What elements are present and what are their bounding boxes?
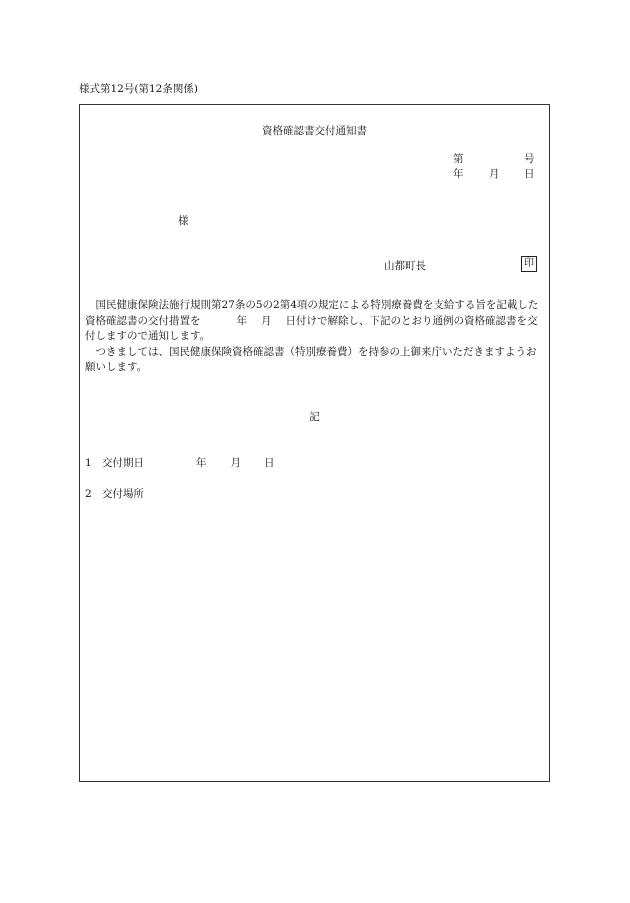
- number-suffix: 号: [524, 153, 535, 165]
- list-item: 1 交付期日 年 月 日: [85, 457, 275, 469]
- issue-date-year: 年: [453, 168, 464, 180]
- ki-heading: 記: [309, 411, 320, 423]
- form-number: 様式第12号(第12条関係): [79, 83, 198, 95]
- seal-mark: 印: [521, 256, 537, 272]
- list-item: 2 交付場所: [85, 488, 144, 500]
- issue-date-month: 月: [489, 168, 500, 180]
- issue-date-day: 日: [524, 168, 535, 180]
- notice-body: [85, 298, 544, 376]
- document-title: 資格確認書交付通知書: [262, 125, 367, 137]
- paragraph-1: 国民健康保険法施行規則第27条の5の2第4項の規定による特別療養費を支給する旨を記載した資格確認書の交付措置を 年 月 日付けで解除し、下記のとおり通例の資格確認書を交付しますので通知します。: [85, 299, 539, 342]
- notice-frame: [79, 104, 550, 782]
- paragraph-2: つきましては、国民健康保険資格確認書（特別療養費）を持参の上御来庁いただきますようお願いします。: [85, 345, 537, 373]
- addressee-suffix: 様: [178, 215, 189, 227]
- number-prefix: 第: [453, 153, 464, 165]
- issuer-name: 山都町長: [384, 260, 426, 272]
